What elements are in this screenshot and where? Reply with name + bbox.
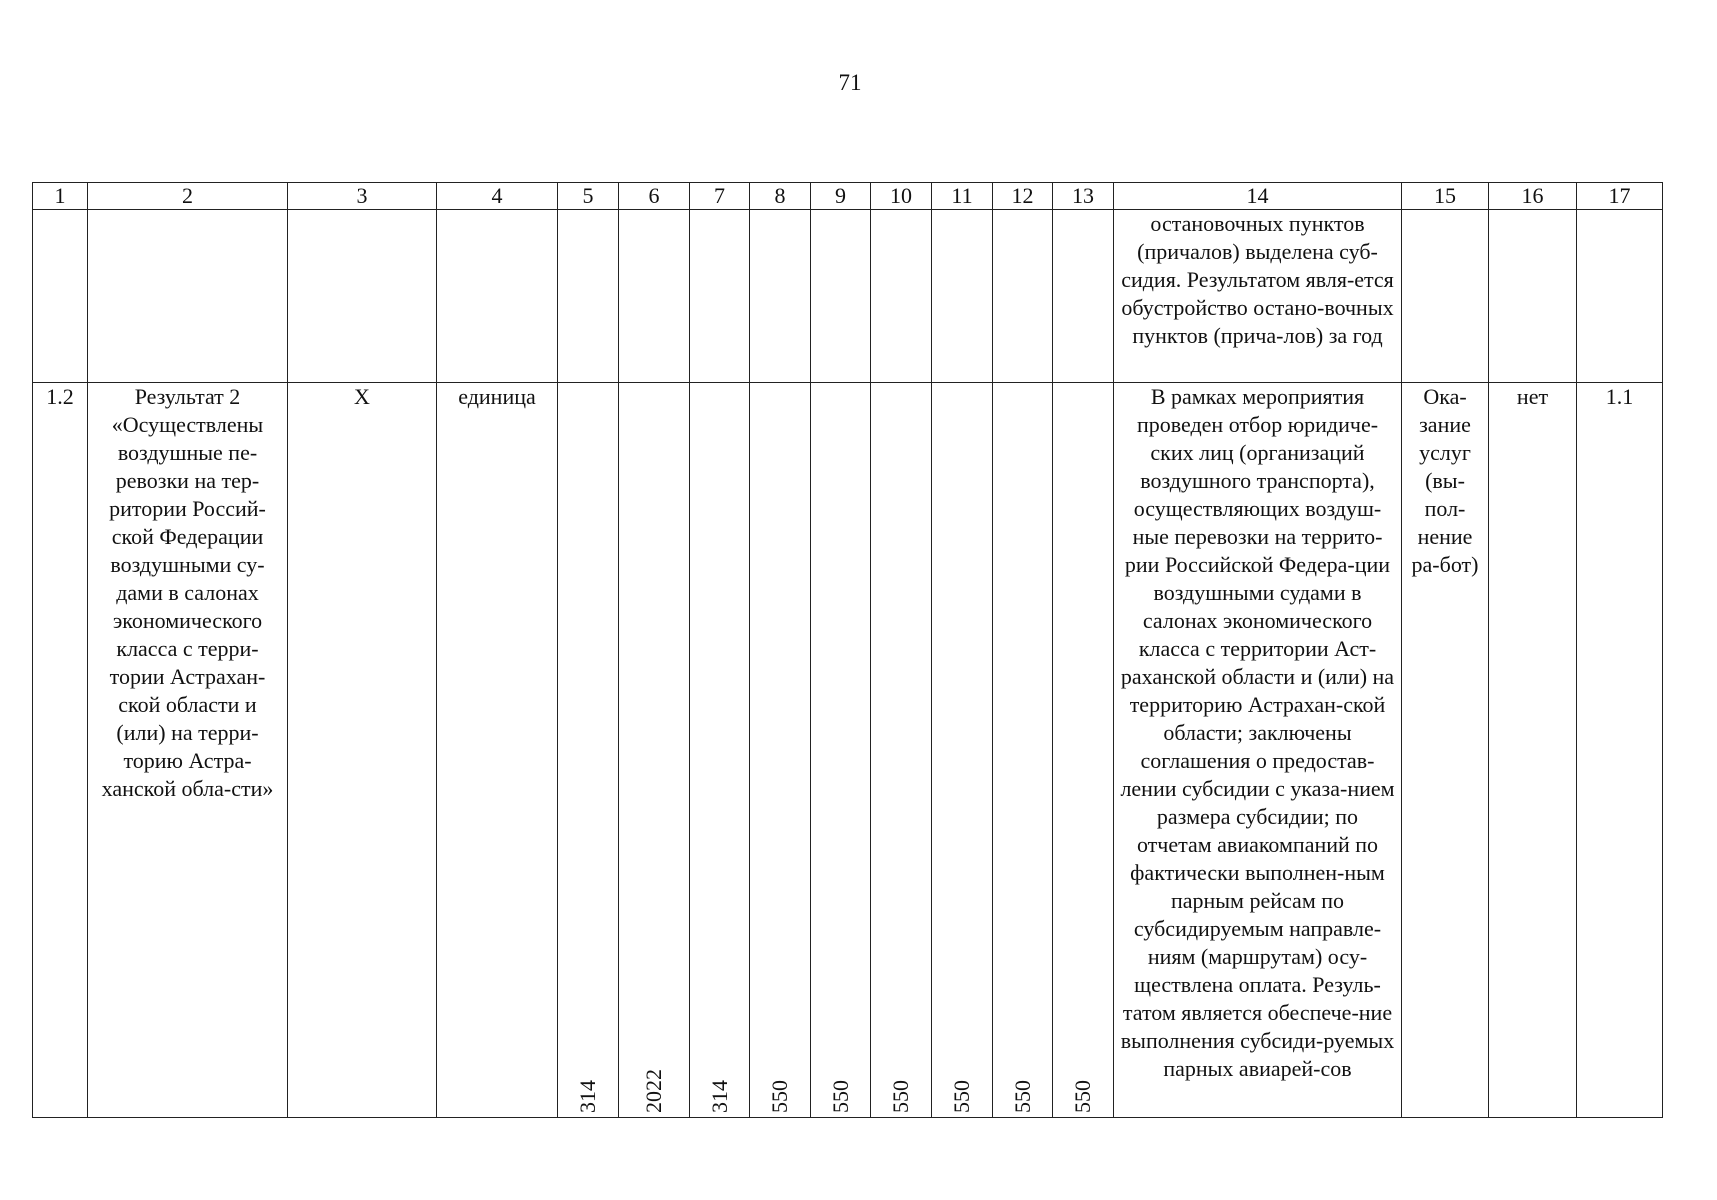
table-cell-col12 <box>993 383 1053 1118</box>
column-header: 4 <box>437 183 558 210</box>
vertical-value: 550 <box>767 1080 792 1113</box>
column-header: 15 <box>1402 183 1489 210</box>
table-cell-col15: Ока-зание услуг (вы-пол-нение ра-бот) <box>1402 383 1489 1118</box>
header-row <box>33 183 1663 210</box>
column-header: 13 <box>1053 183 1114 210</box>
page-number: 71 <box>838 70 862 95</box>
column-header: 16 <box>1489 183 1577 210</box>
vertical-value: 550 <box>888 1080 913 1113</box>
column-header: 17 <box>1577 183 1663 210</box>
column-header: 14 <box>1114 183 1402 210</box>
table-cell-col6 <box>619 383 690 1118</box>
table-cell-col11 <box>932 383 993 1118</box>
vertical-value: 550 <box>1070 1080 1095 1113</box>
column-header: 3 <box>288 183 437 210</box>
table-row <box>33 383 1663 1118</box>
column-header: 2 <box>88 183 288 210</box>
column-header: 10 <box>871 183 932 210</box>
vertical-value: 314 <box>575 1080 600 1113</box>
vertical-value: 550 <box>949 1080 974 1113</box>
table-cell-col7 <box>690 383 750 1118</box>
column-header: 5 <box>558 183 619 210</box>
table-cell-number: 1.2 <box>33 383 88 1118</box>
table-cell-col9 <box>811 383 871 1118</box>
table-cell-col17: 1.1 <box>1577 383 1663 1118</box>
column-header: 6 <box>619 183 690 210</box>
table-cell-col16: нет <box>1489 383 1577 1118</box>
table-row <box>33 210 1663 383</box>
table-cell-col8 <box>750 383 811 1118</box>
table-cell-col5 <box>558 383 619 1118</box>
table-cell-description: остановочных пунктов (причалов) выделена суб-сидия. Результатом явля-ется обустройство остано-вочных пунктов (прича-лов) за год <box>1114 210 1402 383</box>
table-cell-description: В рамках мероприятия проведен отбор юридиче-ских лиц (организаций воздушного транспорта), осуществляющих воздуш-ные перевозки на террито-рии Российской Федера-ции воздушными судами в салонах экономического класса с территории Аст-раханской области и (или) на территорию Астрахан-ской области; заключены соглашения о предостав-лении субсидии с указа-нием размера субсидии; по отчетам авиакомпаний по фактически выполнен-ным парным рейсам по субсидируемым направле-ниям (маршрутам) осу-ществлена оплата. Резуль-татом является обеспече-ние выполнения субсиди-руемых парных авиарей-сов <box>1114 383 1402 1118</box>
vertical-value: 2022 <box>641 1069 666 1113</box>
vertical-value: 550 <box>827 1080 853 1113</box>
column-header: 1 <box>33 183 88 210</box>
table-cell-unit: единица <box>437 383 558 1118</box>
table-cell-name: Результат 2 «Осуществлены воздушные пе-ревозки на тер-ритории Россий-ской Федерации воздушными су-дами в салонах экономического класса с терри-тории Астрахан-ской области и (или) на терри-торию Астра-ханской обла-сти» <box>88 383 288 1118</box>
column-header: 11 <box>932 183 993 210</box>
table-cell-col3: Х <box>288 383 437 1118</box>
column-header: 7 <box>690 183 750 210</box>
table-cell-col10 <box>871 383 932 1118</box>
vertical-value: 550 <box>1009 1080 1035 1113</box>
table-cell-col13 <box>1053 383 1114 1118</box>
column-header: 8 <box>750 183 811 210</box>
column-header: 12 <box>993 183 1053 210</box>
column-header: 9 <box>811 183 871 210</box>
data-table <box>32 182 1663 1118</box>
vertical-value: 314 <box>706 1080 732 1113</box>
